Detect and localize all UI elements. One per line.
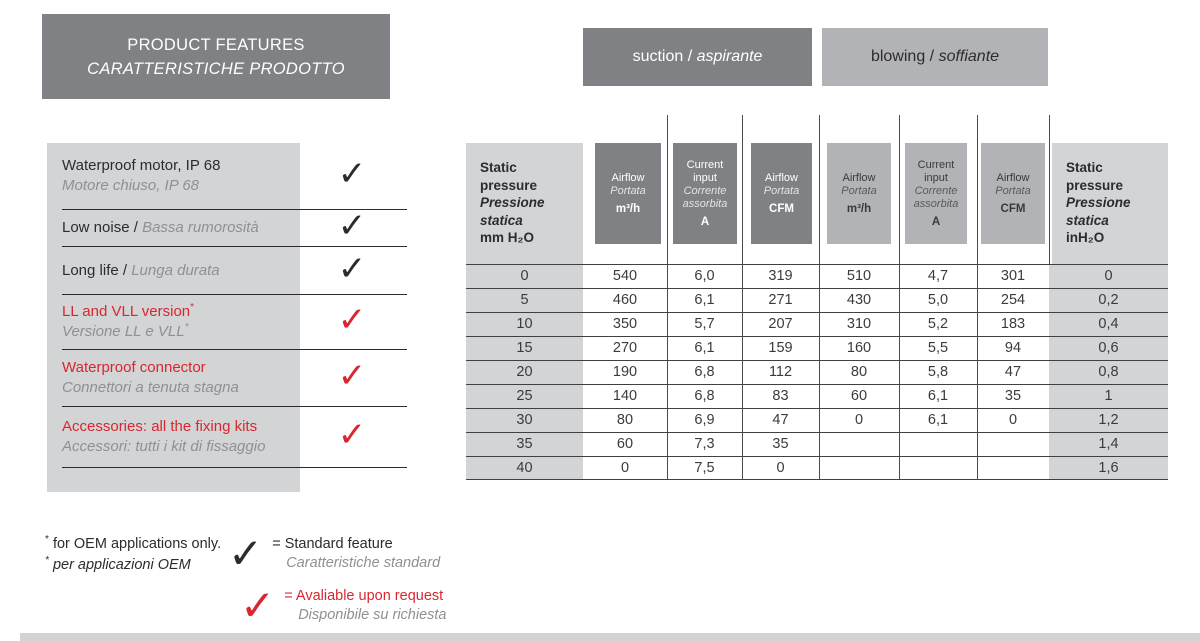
legend-label: = Standard feature [272, 536, 393, 552]
table-cell: 5,5 [927, 340, 949, 356]
table-cell: 271 [768, 292, 793, 308]
table-cell: 254 [1000, 292, 1026, 308]
table-row [466, 360, 1168, 384]
table-cell: 159 [768, 340, 793, 356]
features-panel [47, 143, 407, 492]
table-cell: 20 [466, 361, 583, 384]
table-cell: 1,4 [1049, 433, 1168, 456]
table-cell: 47 [1004, 364, 1022, 380]
table-cell: 6,8 [694, 388, 715, 404]
table-cell: 6,1 [927, 388, 949, 404]
product-features-header [42, 14, 390, 99]
table-cell [899, 457, 977, 479]
table-cell: 319 [768, 268, 793, 284]
table-cell: 6,9 [694, 412, 715, 428]
feature-label-en: Waterproof connector [62, 359, 206, 376]
table-cell: 207 [768, 316, 793, 332]
table-cell: 5,2 [927, 316, 949, 332]
table-cell: 5,7 [694, 316, 715, 332]
feature-label-it: Connettori a tenuta stagna [62, 379, 239, 396]
product-features-title-en: PRODUCT FEATURES [127, 35, 305, 54]
table-cell: 1,6 [1049, 457, 1168, 479]
table-cell: 30 [466, 409, 583, 432]
feature-label-en: Accessories: all the fixing kits [62, 418, 258, 435]
table-row [466, 384, 1168, 408]
legend-available-upon-request [240, 581, 447, 630]
table-cell: 35 [772, 436, 789, 452]
table-cell: 140 [612, 388, 638, 404]
suction-airflow-m3h-header: Airflow Portata m³/h [595, 143, 661, 244]
page-footer-bar [20, 633, 1200, 641]
table-cell [977, 457, 1049, 479]
blowing-airflow-m3h-header: Airflow Portata m³/h [827, 143, 891, 244]
feature-label-it: Motore chiuso, IP 68 [62, 177, 200, 194]
table-cell: 0 [1049, 265, 1168, 288]
table-cell: 430 [846, 292, 872, 308]
suction-current-input-header: Current input Corrente assorbita A [673, 143, 737, 244]
table-row [466, 432, 1168, 456]
blowing-current-input-header: Current input Corrente assorbita A [905, 143, 967, 244]
checkmark-icon: ✓ [337, 154, 367, 194]
footnote-en: for OEM applications only. [52, 536, 222, 552]
feature-row-waterproof-connector [62, 350, 407, 407]
feature-row-waterproof-motor [62, 143, 407, 210]
table-cell: 80 [616, 412, 634, 428]
table-cell: 0 [776, 460, 785, 476]
suction-header: suction / aspirante [583, 28, 812, 86]
oem-footnote: * for OEM applications only. * per applicazioni OEM [45, 534, 222, 573]
table-row [466, 408, 1168, 432]
footnote-it: per applicazioni OEM [52, 557, 191, 573]
table-cell: 0 [620, 460, 630, 476]
blowing-header: blowing / soffiante [822, 28, 1048, 86]
table-cell: 5,0 [927, 292, 949, 308]
table-cell: 35 [1004, 388, 1022, 404]
table-cell: 60 [850, 388, 868, 404]
table-row [466, 264, 1168, 288]
table-cell: 0,6 [1049, 337, 1168, 360]
feature-label-en: Low noise / [62, 219, 138, 236]
table-row [466, 336, 1168, 360]
table-cell: 15 [466, 337, 583, 360]
table-cell: 540 [612, 268, 638, 284]
table-cell: 0,8 [1049, 361, 1168, 384]
table-cell: 60 [616, 436, 634, 452]
table-row [466, 312, 1168, 336]
legend-label: = Avaliable upon request [284, 588, 444, 604]
checkmark-icon: ✓ [337, 356, 367, 396]
feature-label-en: Long life / [62, 261, 128, 279]
table-cell: 83 [772, 388, 789, 404]
table-cell: 6,8 [694, 364, 715, 380]
table-cell [819, 433, 899, 456]
table-cell: 5,8 [927, 364, 949, 380]
table-cell: 270 [612, 340, 638, 356]
table-cell: 183 [1000, 316, 1026, 332]
table-cell [977, 433, 1049, 456]
table-cell: 160 [846, 340, 872, 356]
table-cell: 7,5 [694, 460, 715, 476]
product-features-title-it: CARATTERISTICHE PRODOTTO [87, 59, 345, 78]
feature-label-it: Bassa rumorosità [142, 219, 259, 236]
static-pressure-inh2o-header: Static pressure Pressione statica inH₂O [1052, 143, 1168, 264]
table-cell: 0 [466, 265, 583, 288]
table-cell: 6,1 [927, 412, 949, 428]
legend-sublabel: Caratteristiche standard [286, 555, 441, 571]
feature-row-long-life [62, 247, 407, 295]
table-cell [819, 457, 899, 479]
suction-airflow-cfm-header: Airflow Portata CFM [751, 143, 812, 244]
checkmark-icon: ✓ [240, 581, 276, 630]
features-list [62, 143, 407, 468]
static-pressure-mmh2o-header: Static pressure Pressione statica mm H₂O [466, 143, 583, 264]
table-cell [899, 433, 977, 456]
table-cell: 1 [1049, 385, 1168, 408]
table-cell: 350 [612, 316, 638, 332]
feature-row-accessories [62, 407, 407, 468]
table-cell: 10 [466, 313, 583, 336]
feature-label-it: Accessori: tutti i kit di fissaggio [62, 438, 266, 455]
table-cell: 80 [850, 364, 868, 380]
table-body [466, 264, 1168, 480]
table-cell: 25 [466, 385, 583, 408]
table-cell: 301 [1000, 268, 1026, 284]
table-cell: 5 [466, 289, 583, 312]
table-cell: 6,1 [694, 340, 715, 356]
feature-row-low-noise [62, 206, 407, 247]
feature-label-it: Versione LL e VLL* [62, 322, 189, 340]
table-row [466, 456, 1168, 480]
table-cell: 112 [768, 364, 793, 380]
checkmark-icon: ✓ [228, 529, 264, 578]
table-cell: 0 [854, 412, 864, 428]
table-cell: 190 [612, 364, 638, 380]
table-cell: 1,2 [1049, 409, 1168, 432]
table-cell: 40 [466, 457, 583, 479]
checkmark-icon: ✓ [337, 248, 367, 289]
legend-sublabel: Disponibile su richiesta [298, 607, 447, 623]
table-cell: 460 [612, 292, 638, 308]
feature-label-en: Waterproof motor, IP 68 [62, 157, 221, 174]
table-cell: 510 [846, 268, 872, 284]
table-row [466, 288, 1168, 312]
feature-label-it: Lunga durata [131, 261, 220, 279]
table-cell: 0 [1008, 412, 1018, 428]
checkmark-icon: ✓ [337, 415, 367, 455]
table-cell: 310 [846, 316, 872, 332]
table-cell: 47 [772, 412, 789, 428]
feature-row-ll-vll-version [62, 295, 407, 350]
performance-table [466, 115, 1168, 480]
table-cell: 35 [466, 433, 583, 456]
table-cell: 0,4 [1049, 313, 1168, 336]
table-cell: 4,7 [927, 268, 949, 284]
table-cell: 6,1 [694, 292, 715, 308]
table-cell: 7,3 [694, 436, 715, 452]
legend-standard-feature [228, 529, 441, 578]
table-cell: 6,0 [694, 268, 715, 284]
checkmark-icon: ✓ [337, 206, 367, 246]
checkmark-icon: ✓ [337, 300, 367, 340]
table-cell: 94 [1004, 340, 1022, 356]
feature-label-en: LL and VLL version* [62, 302, 195, 320]
blowing-airflow-cfm-header: Airflow Portata CFM [981, 143, 1045, 244]
table-cell: 0,2 [1049, 289, 1168, 312]
